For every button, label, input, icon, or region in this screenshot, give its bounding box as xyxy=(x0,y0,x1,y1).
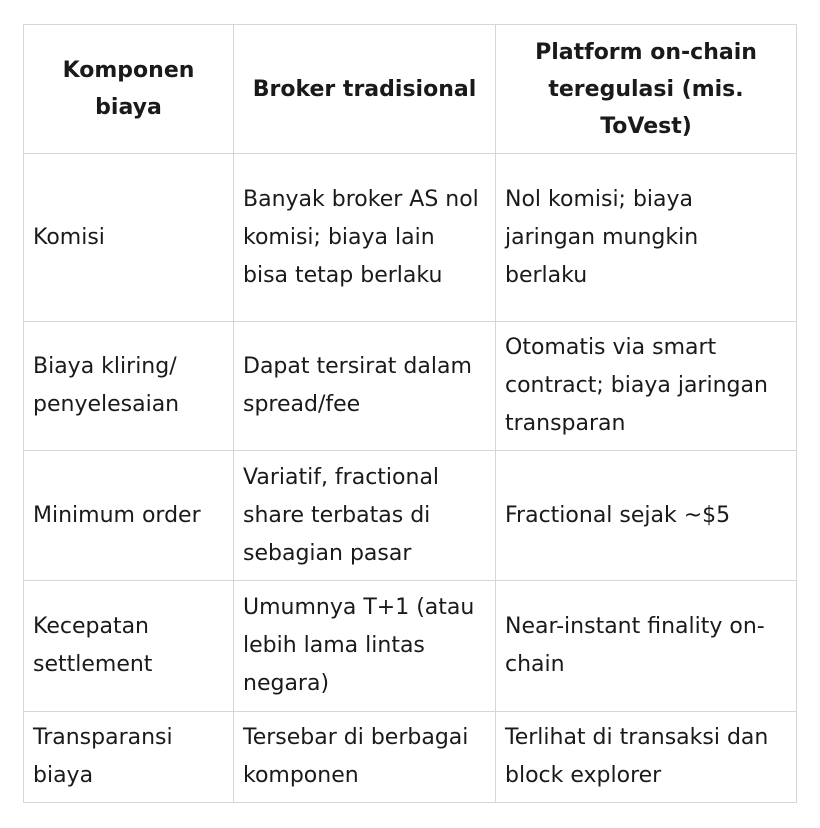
table-row xyxy=(24,712,797,803)
row-label: Transparansi biaya xyxy=(24,712,234,803)
row-label: Minimum order xyxy=(24,451,234,581)
traditional-broker-cell: Tersebar di berbagai komponen xyxy=(234,712,496,803)
traditional-broker-cell: Umumnya T+1 (atau lebih lama lintas negara) xyxy=(234,581,496,712)
header-traditional-broker: Broker tradisional xyxy=(234,25,496,154)
onchain-platform-cell: Terlihat di transaksi dan block explorer xyxy=(496,712,797,803)
traditional-broker-cell: Banyak broker AS nol komisi; biaya lain bisa tetap berlaku xyxy=(234,154,496,322)
row-label: Kecepatan settlement xyxy=(24,581,234,712)
table-row xyxy=(24,154,797,322)
table-row xyxy=(24,322,797,451)
onchain-platform-cell: Nol komisi; biaya jaringan mungkin berlaku xyxy=(496,154,797,322)
row-label: Biaya kliring/ penyelesaian xyxy=(24,322,234,451)
row-label: Komisi xyxy=(24,154,234,322)
traditional-broker-cell: Dapat tersirat dalam spread/fee xyxy=(234,322,496,451)
table-header-row xyxy=(24,25,797,154)
table-row xyxy=(24,451,797,581)
onchain-platform-cell: Otomatis via smart contract; biaya jaringan transparan xyxy=(496,322,797,451)
header-cost-component: Komponen biaya xyxy=(24,25,234,154)
traditional-broker-cell: Variatif, fractional share terbatas di sebagian pasar xyxy=(234,451,496,581)
fee-comparison-table xyxy=(23,24,797,803)
onchain-platform-cell: Fractional sejak ~$5 xyxy=(496,451,797,581)
header-onchain-platform: Platform on-chain teregulasi (mis. ToVest) xyxy=(496,25,797,154)
onchain-platform-cell: Near-instant finality on-chain xyxy=(496,581,797,712)
table-row xyxy=(24,581,797,712)
